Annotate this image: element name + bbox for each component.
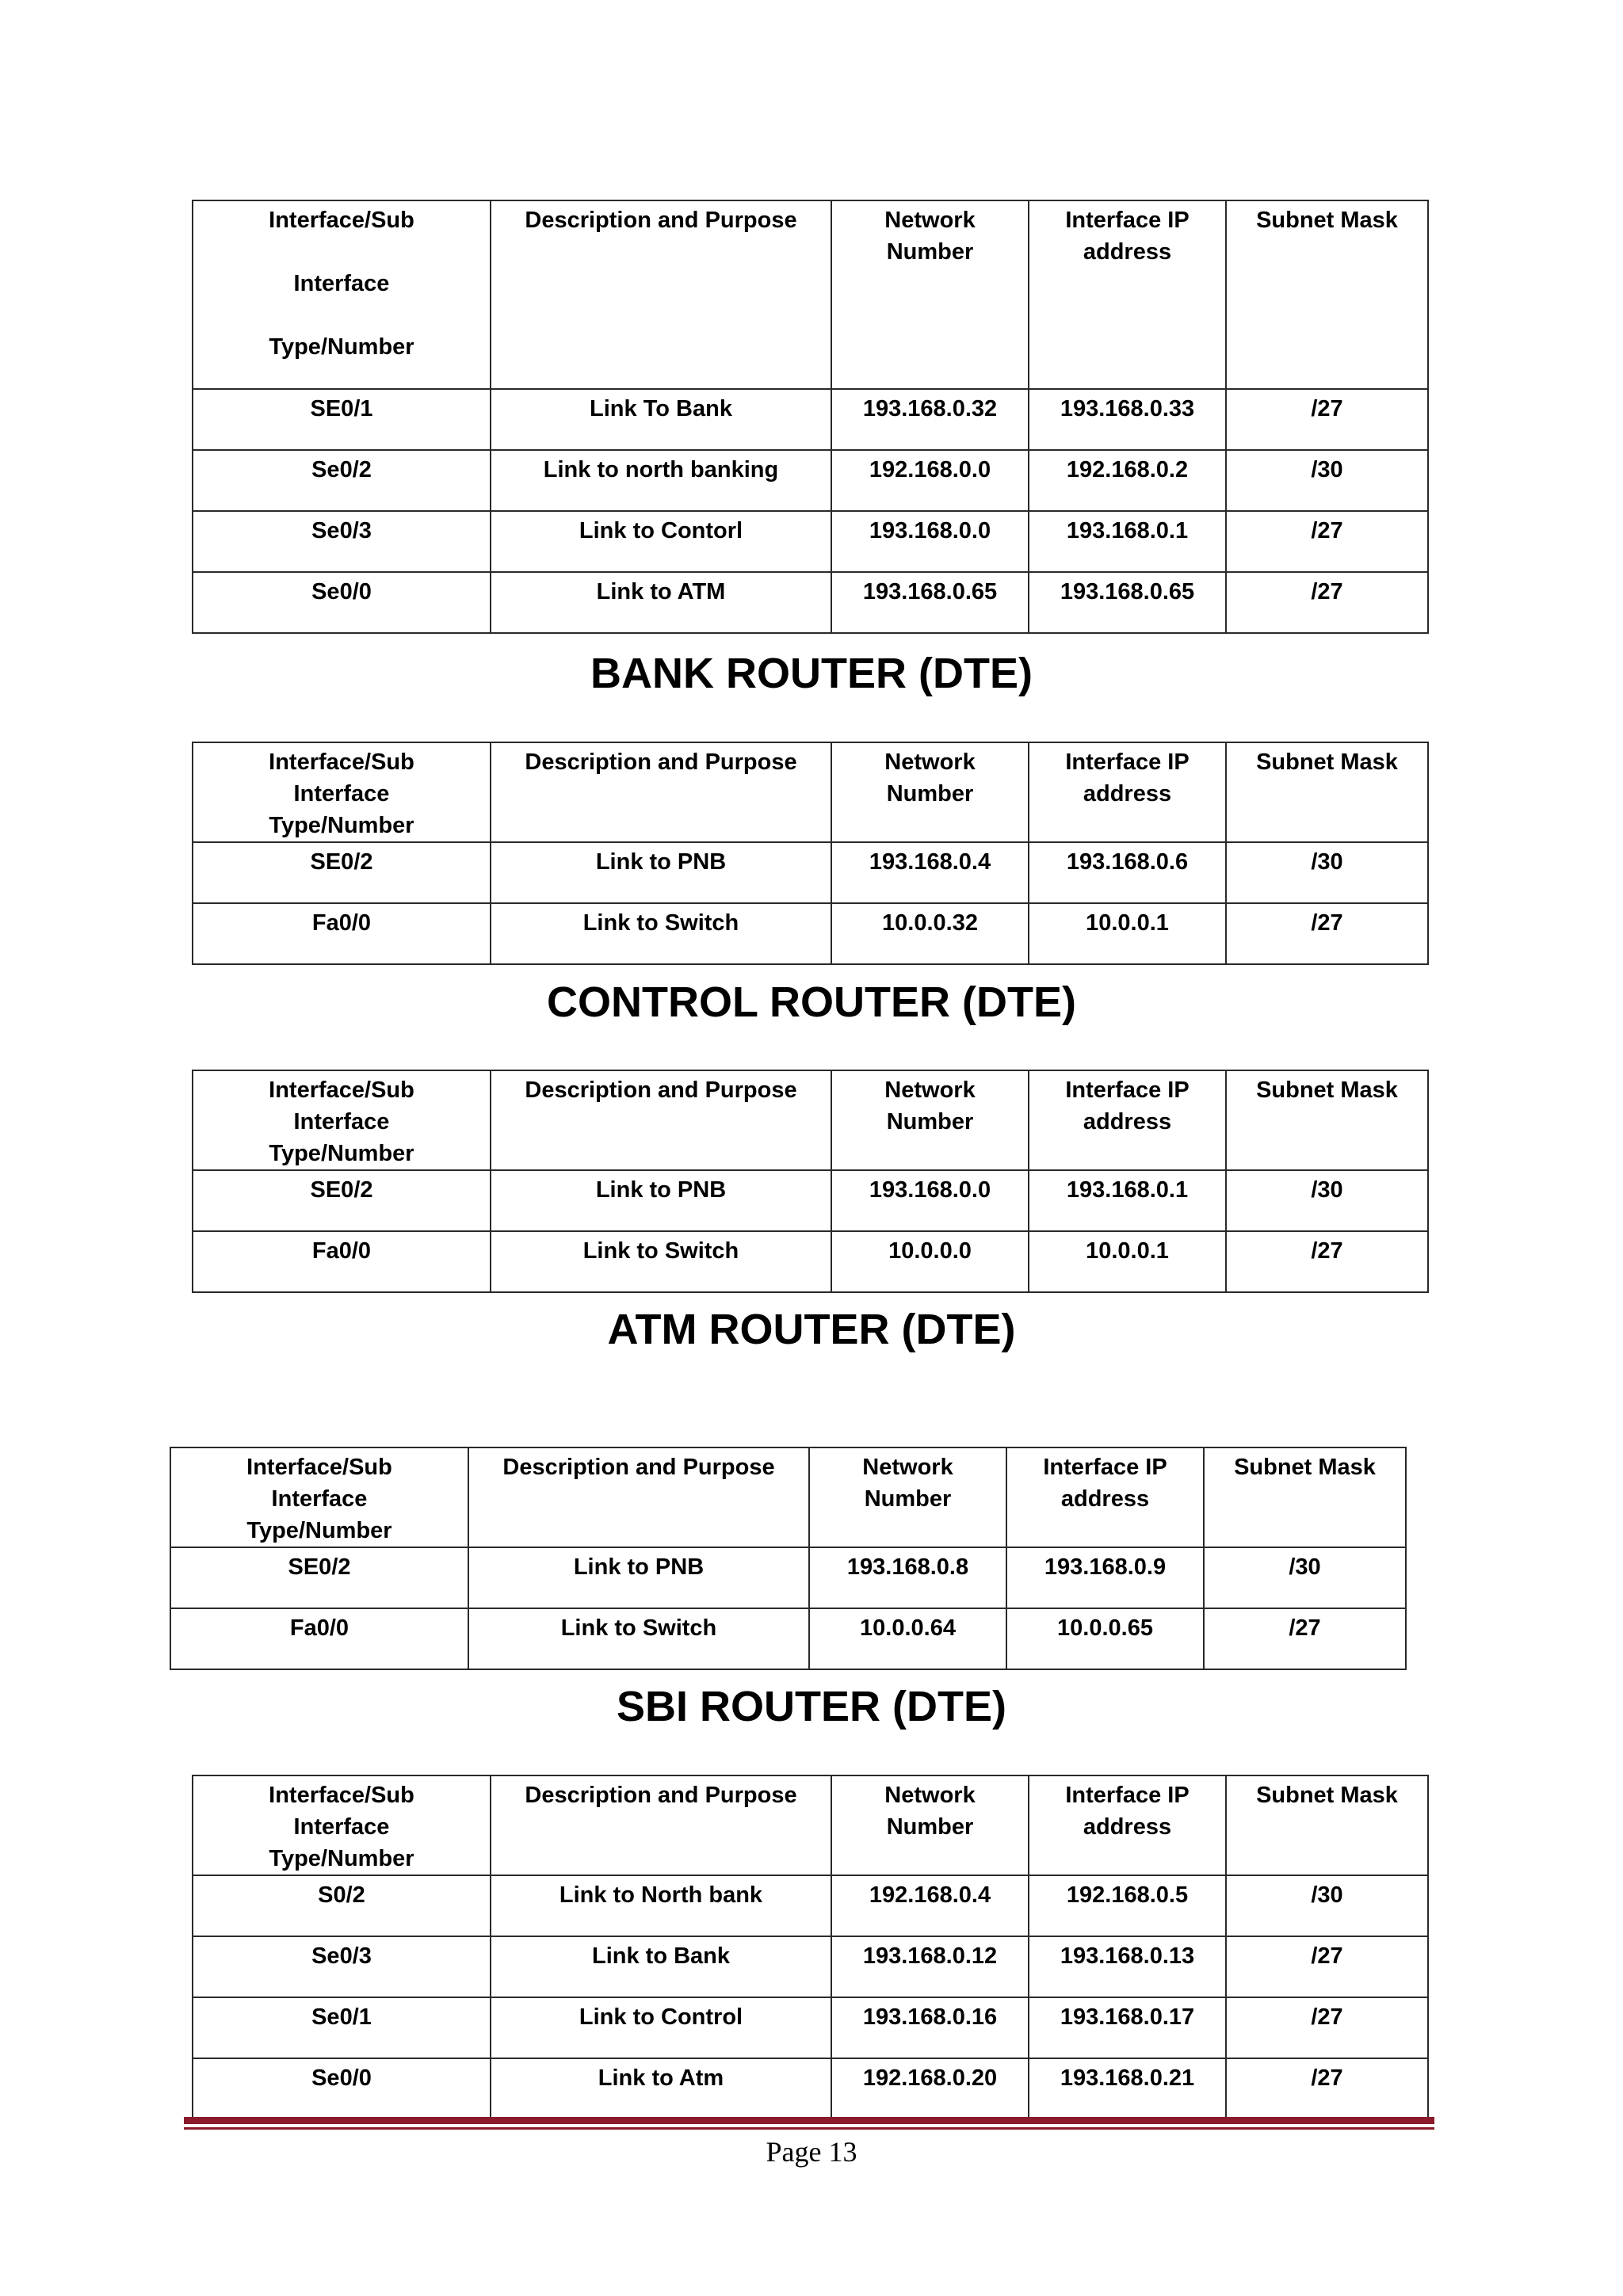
table-header-row	[193, 1070, 1428, 1170]
cell-interface-ip: 193.168.0.1	[1029, 1170, 1226, 1231]
cell-subnet-mask: /27	[1226, 572, 1428, 633]
table-row	[193, 389, 1428, 450]
header-subnet-mask: Subnet Mask	[1204, 1447, 1406, 1547]
cell-network: 192.168.0.0	[831, 450, 1029, 511]
cell-description: Link to PNB	[491, 842, 831, 903]
cell-interface: SE0/1	[193, 389, 491, 450]
header-subnet-mask: Subnet Mask	[1226, 1775, 1428, 1875]
table-header-row	[193, 1775, 1428, 1875]
cell-description: Link to North bank	[491, 1875, 831, 1936]
cell-subnet-mask: /27	[1226, 1997, 1428, 2058]
cell-network: 193.168.0.12	[831, 1936, 1029, 1997]
cell-subnet-mask: /30	[1226, 842, 1428, 903]
table-row	[193, 2058, 1428, 2119]
cell-interface: SE0/2	[193, 1170, 491, 1231]
table-row	[193, 1875, 1428, 1936]
router-table-1	[192, 200, 1429, 634]
section-title-control-router: CONTROL ROUTER (DTE)	[547, 978, 1076, 1026]
table-header-row	[170, 1447, 1406, 1547]
header-description: Description and Purpose	[468, 1447, 809, 1547]
cell-interface: Fa0/0	[193, 903, 491, 964]
cell-network: 193.168.0.32	[831, 389, 1029, 450]
table-row	[193, 1997, 1428, 2058]
cell-subnet-mask: /27	[1226, 2058, 1428, 2119]
cell-network: 192.168.0.4	[831, 1875, 1029, 1936]
cell-interface: Se0/1	[193, 1997, 491, 2058]
cell-interface-ip: 193.168.0.33	[1029, 389, 1226, 450]
cell-interface: Fa0/0	[193, 1231, 491, 1292]
cell-interface-ip: 192.168.0.5	[1029, 1875, 1226, 1936]
cell-description: Link to Switch	[491, 903, 831, 964]
cell-interface: SE0/2	[170, 1547, 468, 1608]
cell-description: Link to Contorl	[491, 511, 831, 572]
cell-description: Link to Switch	[491, 1231, 831, 1292]
cell-subnet-mask: /27	[1226, 903, 1428, 964]
table-row	[193, 572, 1428, 633]
header-interface: Interface/Sub Interface Type/Number	[170, 1447, 468, 1547]
cell-subnet-mask: /27	[1226, 511, 1428, 572]
cell-network: 10.0.0.0	[831, 1231, 1029, 1292]
header-interface-ip: Interface IP address	[1006, 1447, 1204, 1547]
table-row	[193, 511, 1428, 572]
header-interface: Interface/Sub Interface Type/Number	[193, 1070, 491, 1170]
header-interface: Interface/Sub Interface Type/Number	[193, 1775, 491, 1875]
header-network: Network Number	[809, 1447, 1006, 1547]
section-title-bank-router: BANK ROUTER (DTE)	[590, 650, 1033, 697]
cell-subnet-mask: /30	[1204, 1547, 1406, 1608]
cell-interface-ip: 193.168.0.6	[1029, 842, 1226, 903]
header-description: Description and Purpose	[491, 200, 831, 389]
cell-subnet-mask: /30	[1226, 450, 1428, 511]
header-interface: Interface/Sub Interface Type/Number	[193, 742, 491, 842]
header-network: Network Number	[831, 742, 1029, 842]
cell-description: Link to ATM	[491, 572, 831, 633]
cell-network: 10.0.0.64	[809, 1608, 1006, 1669]
cell-subnet-mask: /30	[1226, 1875, 1428, 1936]
cell-interface: S0/2	[193, 1875, 491, 1936]
table-row	[193, 1170, 1428, 1231]
cell-description: Link to Switch	[468, 1608, 809, 1669]
cell-description: Link to PNB	[468, 1547, 809, 1608]
cell-interface-ip: 193.168.0.17	[1029, 1997, 1226, 2058]
footer-divider	[184, 2117, 1434, 2124]
cell-interface-ip: 10.0.0.1	[1029, 1231, 1226, 1292]
cell-subnet-mask: /27	[1226, 1936, 1428, 1997]
router-table-sbi	[192, 1775, 1429, 2120]
section-title-atm-router: ATM ROUTER (DTE)	[607, 1306, 1016, 1353]
table-row	[193, 903, 1428, 964]
cell-interface: Fa0/0	[170, 1608, 468, 1669]
cell-description: Link to Bank	[491, 1936, 831, 1997]
cell-description: Link To Bank	[491, 389, 831, 450]
cell-interface: Se0/3	[193, 511, 491, 572]
footer-divider-thin	[184, 2127, 1434, 2130]
cell-interface-ip: 10.0.0.1	[1029, 903, 1226, 964]
cell-subnet-mask: /30	[1226, 1170, 1428, 1231]
cell-description: Link to Atm	[491, 2058, 831, 2119]
table-row	[193, 842, 1428, 903]
section-title-sbi-router: SBI ROUTER (DTE)	[617, 1683, 1006, 1730]
cell-subnet-mask: /27	[1204, 1608, 1406, 1669]
router-table-control	[192, 1070, 1429, 1293]
table-row	[193, 1231, 1428, 1292]
page-number: Page 13	[766, 2136, 857, 2168]
cell-subnet-mask: /27	[1226, 389, 1428, 450]
header-network: Network Number	[831, 200, 1029, 389]
header-interface: Interface/Sub Interface Type/Number	[193, 200, 491, 389]
cell-interface: Se0/2	[193, 450, 491, 511]
cell-interface-ip: 193.168.0.21	[1029, 2058, 1226, 2119]
header-interface-ip: Interface IP address	[1029, 1775, 1226, 1875]
header-subnet-mask: Subnet Mask	[1226, 200, 1428, 389]
table-row	[193, 450, 1428, 511]
header-network: Network Number	[831, 1775, 1029, 1875]
table-header-row	[193, 200, 1428, 389]
header-description: Description and Purpose	[491, 1775, 831, 1875]
cell-network: 193.168.0.65	[831, 572, 1029, 633]
header-description: Description and Purpose	[491, 742, 831, 842]
cell-network: 10.0.0.32	[831, 903, 1029, 964]
table-header-row	[193, 742, 1428, 842]
cell-interface-ip: 193.168.0.1	[1029, 511, 1226, 572]
cell-network: 193.168.0.0	[831, 511, 1029, 572]
header-interface-ip: Interface IP address	[1029, 1070, 1226, 1170]
cell-description: Link to Control	[491, 1997, 831, 2058]
cell-subnet-mask: /27	[1226, 1231, 1428, 1292]
table-row	[170, 1608, 1406, 1669]
cell-description: Link to PNB	[491, 1170, 831, 1231]
cell-interface-ip: 10.0.0.65	[1006, 1608, 1204, 1669]
cell-description: Link to north banking	[491, 450, 831, 511]
header-interface-ip: Interface IP address	[1029, 200, 1226, 389]
cell-network: 193.168.0.4	[831, 842, 1029, 903]
cell-interface-ip: 193.168.0.13	[1029, 1936, 1226, 1997]
cell-interface: Se0/0	[193, 2058, 491, 2119]
cell-interface: Se0/0	[193, 572, 491, 633]
cell-interface-ip: 193.168.0.9	[1006, 1547, 1204, 1608]
cell-network: 192.168.0.20	[831, 2058, 1029, 2119]
header-subnet-mask: Subnet Mask	[1226, 1070, 1428, 1170]
header-interface-ip: Interface IP address	[1029, 742, 1226, 842]
header-description: Description and Purpose	[491, 1070, 831, 1170]
cell-interface-ip: 192.168.0.2	[1029, 450, 1226, 511]
router-table-bank	[192, 742, 1429, 965]
cell-interface: Se0/3	[193, 1936, 491, 1997]
cell-interface-ip: 193.168.0.65	[1029, 572, 1226, 633]
header-subnet-mask: Subnet Mask	[1226, 742, 1428, 842]
table-row	[170, 1547, 1406, 1608]
cell-network: 193.168.0.16	[831, 1997, 1029, 2058]
router-table-atm	[170, 1447, 1407, 1670]
cell-interface: SE0/2	[193, 842, 491, 903]
cell-network: 193.168.0.0	[831, 1170, 1029, 1231]
cell-network: 193.168.0.8	[809, 1547, 1006, 1608]
table-row	[193, 1936, 1428, 1997]
header-network: Network Number	[831, 1070, 1029, 1170]
